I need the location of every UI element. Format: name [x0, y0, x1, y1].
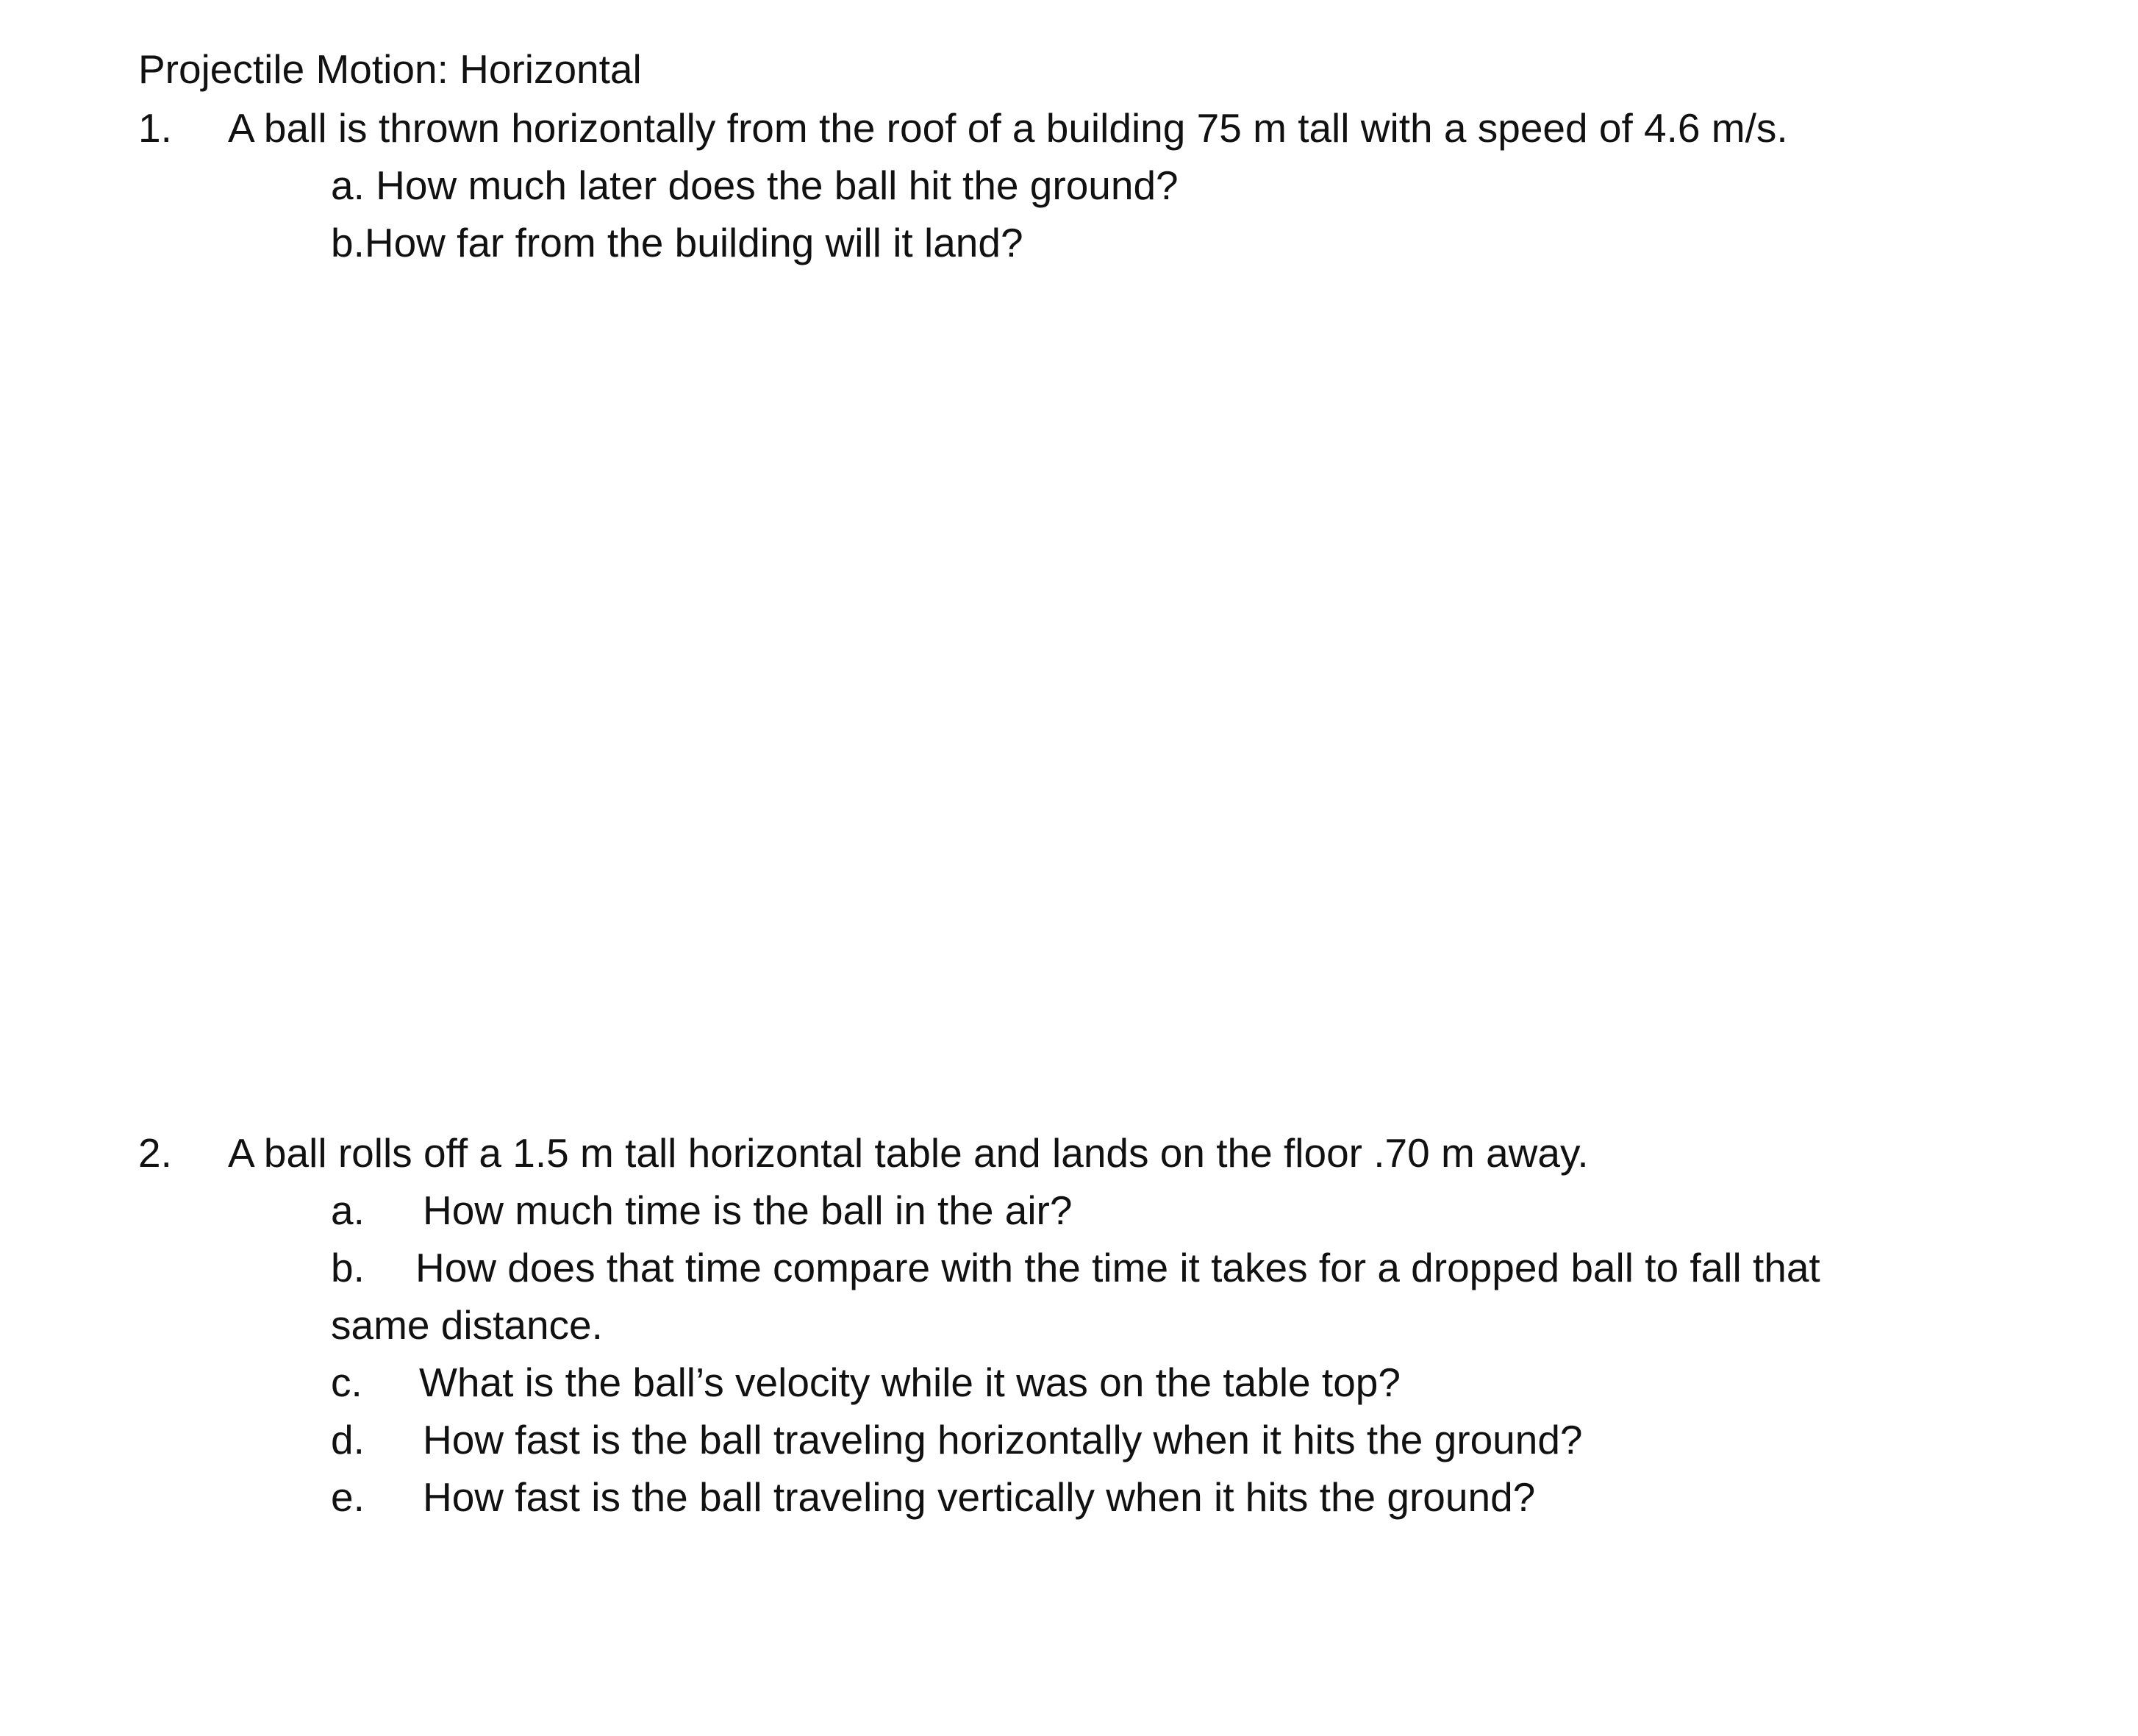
question-1-text: A ball is thrown horizontally from the roof of a building 75 m tall with a speed of 4.6 m/s.: [228, 105, 1788, 151]
question-2-part-b-continuation: same distance.: [331, 1302, 603, 1348]
page-title: Projectile Motion: Horizontal: [138, 46, 642, 92]
question-2-number: 2.: [138, 1130, 172, 1176]
question-2-part-c-text: What is the ball’s velocity while it was on the table top?: [419, 1360, 1401, 1405]
question-1-part-a: a. How much later does the ball hit the ground?: [331, 162, 1179, 208]
question-2-part-a-letter: a.: [331, 1187, 365, 1233]
question-2-part-b-text: How does that time compare with the time it takes for a dropped ball to fall that: [415, 1245, 1820, 1290]
question-2-part-e-letter: e.: [331, 1474, 365, 1520]
question-2-part-d-letter: d.: [331, 1417, 365, 1462]
question-1-part-b: b.How far from the building will it land?: [331, 220, 1023, 265]
question-2-part-a-text: How much time is the ball in the air?: [423, 1187, 1073, 1233]
question-2-part-b-letter: b.: [331, 1245, 365, 1290]
question-2-part-e-text: How fast is the ball traveling vertically when it hits the ground?: [423, 1474, 1536, 1520]
question-2-text: A ball rolls off a 1.5 m tall horizontal table and lands on the floor .70 m away.: [228, 1130, 1589, 1176]
question-2-part-c-letter: c.: [331, 1360, 362, 1405]
question-2-part-d-text: How fast is the ball traveling horizontally when it hits the ground?: [423, 1417, 1583, 1462]
question-1-number: 1.: [138, 105, 172, 151]
